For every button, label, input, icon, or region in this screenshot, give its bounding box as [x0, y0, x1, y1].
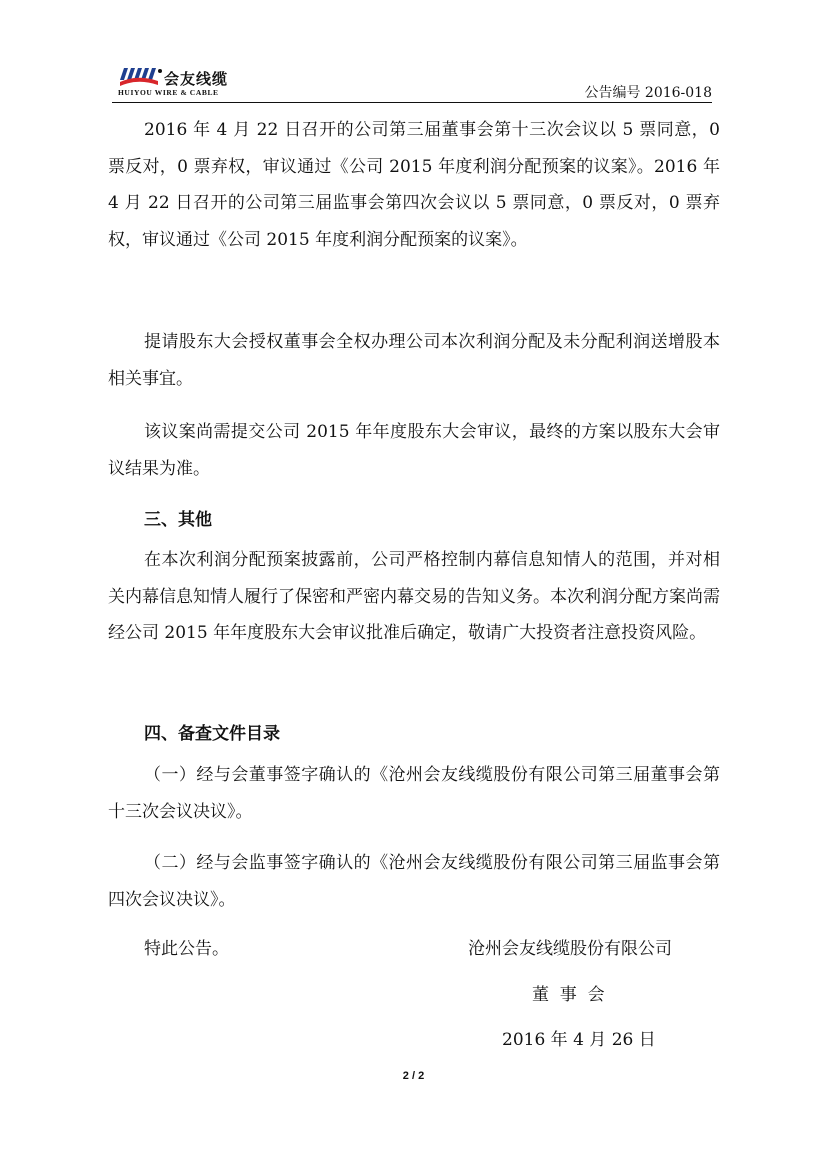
paragraph-text: （二）经与会监事签字确认的《沧州会友线缆股份有限公司第三届监事会第四次会议决议》。 [108, 853, 720, 910]
header-divider [112, 102, 712, 103]
announcement-number: 公告编号 2016-018 [584, 85, 712, 101]
logo-chinese-name: 会友线缆 [164, 70, 229, 88]
paragraph-authorization [108, 324, 720, 397]
heading-text: 四、备查文件目录 [144, 724, 280, 744]
page-header [112, 62, 712, 104]
paragraph-approval [108, 414, 720, 487]
heading-text: 三、其他 [144, 510, 212, 530]
document-item-board-resolution [108, 757, 720, 830]
signature-date: 2016 年 4 月 26 日 [502, 1030, 656, 1050]
paragraph-text: 在本次利润分配预案披露前，公司严格控制内幕信息知情人的范围，并对相关内幕信息知情人履行了保密和严密内幕交易的告知义务。本次利润分配方案尚需经公司 2015 年年度股东大会审议批准后确定，敬请广大投资者注意投资风险。 [108, 550, 720, 643]
section-heading-other [108, 502, 720, 539]
signature-board: 董 事 会 [532, 985, 605, 1005]
document-item-supervisory-resolution [108, 845, 720, 918]
paragraph-text: （一）经与会董事签字确认的《沧州会友线缆股份有限公司第三届董事会第十三次会议决议》。 [108, 765, 720, 822]
company-logo [118, 66, 268, 96]
section-heading-documents [108, 716, 720, 753]
paragraph-text: 该议案尚需提交公司 2015 年年度股东大会审议，最终的方案以股东大会审议结果为准。 [108, 422, 720, 479]
logo-mark-icon [118, 66, 164, 88]
logo-english-name: HUIYOU WIRE & CABLE [118, 88, 219, 97]
paragraph-text: 2016 年 4 月 22 日召开的公司第三届董事会第十三次会议以 5 票同意，0 票反对，0 票弃权，审议通过《公司 2015 年度利润分配预案的议案》。2016 年 4 月 22 日召开的公司第三届监事会第四次会议以 5 票同意，0 票反对，0 票弃权，审议通过《公司 2015 年度利润分配预案的议案》。 [108, 120, 720, 250]
page-number: 2 / 2 [402, 1070, 425, 1082]
paragraph-text: 提请股东大会授权董事会全权办理公司本次利润分配及未分配利润送增股本相关事宜。 [108, 332, 720, 389]
paragraph-insider-info [108, 542, 720, 652]
closing-notice: 特此公告。 [144, 939, 229, 959]
paragraph-meeting-votes [108, 112, 720, 258]
signature-company: 沧州会友线缆股份有限公司 [468, 939, 672, 959]
